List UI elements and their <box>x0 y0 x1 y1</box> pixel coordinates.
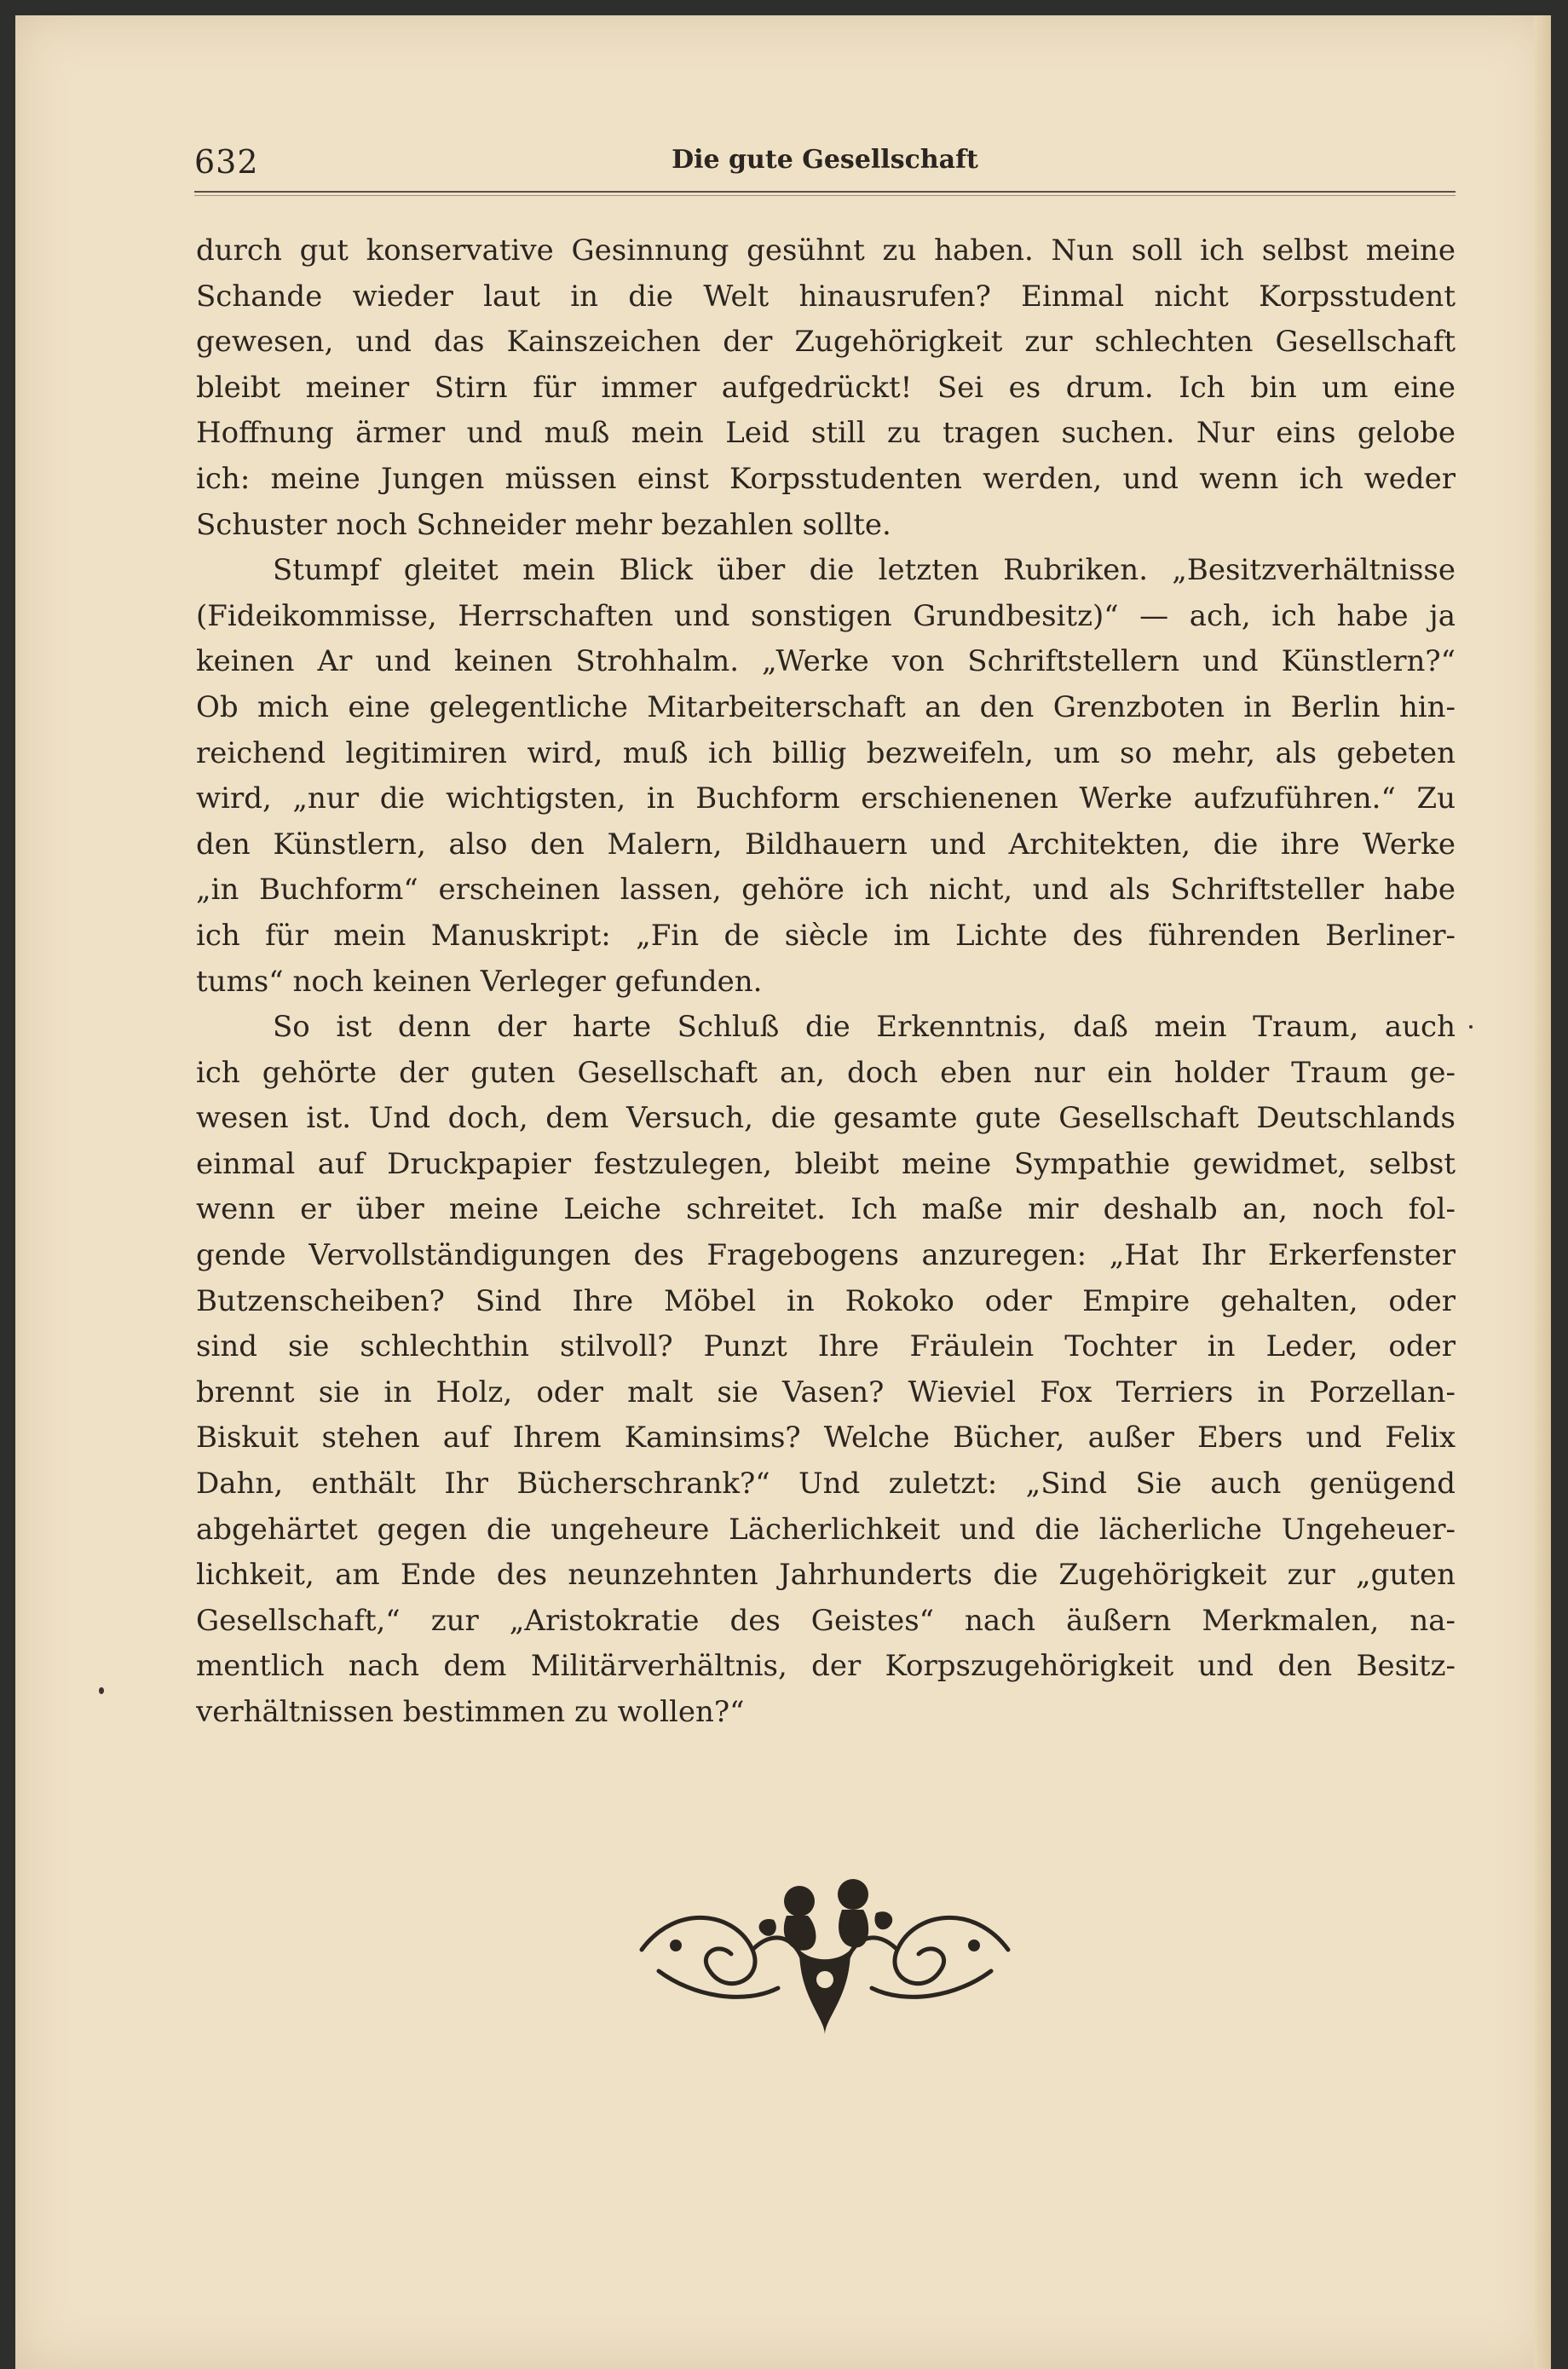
text-line: mentlich nach dem Militärverhältnis, der Korpszugehörigkeit und den Besitz- <box>196 1649 1456 1684</box>
text-line: reichend legitimiren wird, muß ich billig bezweifeln, um so mehr, als gebeten <box>196 735 1456 770</box>
text-line: lichkeit, am Ende des neunzehnten Jahrhunderts die Zugehörigkeit zur „guten <box>196 1558 1456 1593</box>
text-line: wesen ist. Und doch, dem Versuch, die gesamte gute Gesellschaft Deutschlands <box>196 1101 1456 1136</box>
text-line: wird, „nur die wichtigsten, in Buchform erschienenen Werke aufzuführen.“ Zu <box>196 781 1456 816</box>
text-line: Gesellschaft,“ zur „Aristokratie des Geistes“ nach äußern Merkmalen, na- <box>196 1603 1456 1638</box>
text-line: Butzenscheiben? Sind Ihre Möbel in Rokoko oder Empire gehalten, oder <box>196 1283 1456 1318</box>
page-number: 632 <box>194 143 259 181</box>
text-line: Biskuit stehen auf Ihrem Kaminsims? Welche Bücher, außer Ebers und Felix <box>196 1421 1456 1455</box>
text-line: einmal auf Druckpapier festzulegen, bleibt meine Sympathie gewidmet, selbst <box>196 1146 1456 1181</box>
text-line: (Fideikommisse, Herrschaften und sonstigen Grundbesitz)“ — ach, ich habe ja <box>196 598 1456 633</box>
text-line: Hoffnung ärmer und muß mein Leid still zu tragen suchen. Nur eins gelobe <box>196 416 1456 451</box>
text-line: durch gut konservative Gesinnung gesühnt zu haben. Nun soll ich selbst meine <box>196 233 1456 268</box>
text-line: den Künstlern, also den Malern, Bildhauern und Architekten, die ihre Werke <box>196 827 1456 862</box>
text-line: sind sie schlechthin stilvoll? Punzt Ihre Fräulein Tochter in Leder, oder <box>196 1329 1456 1364</box>
text-line: So ist denn der harte Schluß die Erkenntnis, daß mein Traum, auch <box>273 1010 1456 1045</box>
text-line: gende Vervollständigungen des Fragebogens anzuregen: „Hat Ihr Erkerfenster <box>196 1238 1456 1273</box>
book-page <box>15 15 1551 2369</box>
header-rule <box>194 191 1456 196</box>
text-line: keinen Ar und keinen Strohhalm. „Werke von Schriftstellern und Künstlern?“ <box>196 644 1456 679</box>
ink-speck <box>1469 1025 1473 1029</box>
text-line: brennt sie in Holz, oder malt sie Vasen? Wieviel Fox Terriers in Porzellan- <box>196 1375 1456 1409</box>
cherub-vignette-ornament <box>625 1869 1025 2039</box>
text-line: Ob mich eine gelegentliche Mitarbeiterschaft an den Grenzboten in Berlin hin- <box>196 689 1456 724</box>
ink-speck <box>99 1687 104 1694</box>
text-line: ich: meine Jungen müssen einst Korpsstudenten werden, und wenn ich weder <box>196 461 1456 496</box>
page-header <box>194 143 1456 186</box>
text-line: tums“ noch keinen Verleger gefunden. <box>196 964 763 999</box>
text-line: Stumpf gleitet mein Blick über die letzten Rubriken. „Besitzverhältnisse <box>273 553 1456 588</box>
text-line: ich für mein Manuskript: „Fin de siècle im Lichte des führenden Berliner- <box>196 918 1456 953</box>
text-line: Dahn, enthält Ihr Bücherschrank?“ Und zuletzt: „Sind Sie auch genügend <box>196 1467 1456 1502</box>
body-text <box>196 228 1456 1736</box>
text-line: bleibt meiner Stirn für immer aufgedrückt! Sei es drum. Ich bin um eine <box>196 370 1456 405</box>
text-line: „in Buchform“ erscheinen lassen, gehöre ich nicht, und als Schriftsteller habe <box>196 873 1456 908</box>
text-line: Schande wieder laut in die Welt hinausrufen? Einmal nicht Korpsstudent <box>196 279 1456 314</box>
text-line: wenn er über meine Leiche schreitet. Ich maße mir deshalb an, noch fol- <box>196 1192 1456 1227</box>
text-line: abgehärtet gegen die ungeheure Lächerlichkeit und die lächerliche Ungeheuer- <box>196 1512 1456 1547</box>
text-line: gewesen, und das Kainszeichen der Zugehörigkeit zur schlechten Gesellschaft <box>196 325 1456 360</box>
text-line: ich gehörte der guten Gesellschaft an, doch eben nur ein holder Traum ge- <box>196 1055 1456 1090</box>
text-line: Schuster noch Schneider mehr bezahlen sollte. <box>196 507 891 542</box>
page-edge <box>1534 15 1551 2369</box>
running-title: Die gute Gesellschaft <box>672 145 978 175</box>
text-line: verhältnissen bestimmen zu wollen?“ <box>196 1695 745 1729</box>
